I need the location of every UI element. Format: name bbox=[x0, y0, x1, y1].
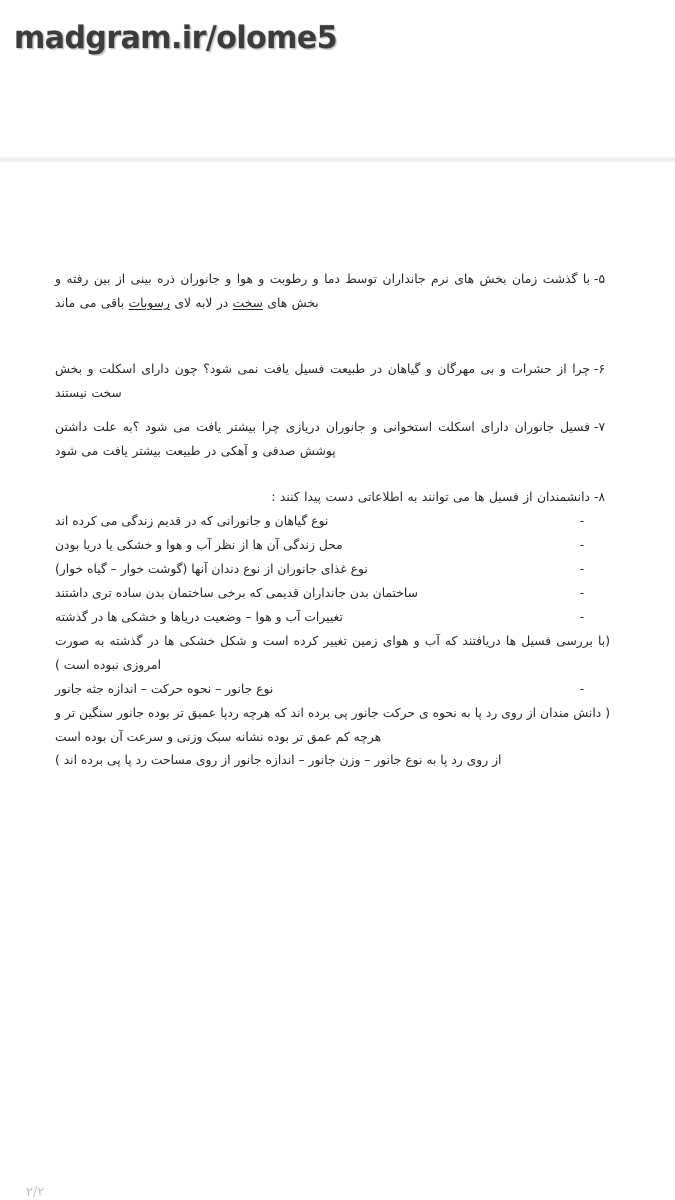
answer-bullet-list-b bbox=[55, 678, 584, 702]
bullet-dash-icon: - bbox=[579, 609, 584, 624]
list-item bbox=[55, 582, 584, 606]
spacer bbox=[55, 316, 620, 358]
list-item-label: تغییرات آب و هوا – وضعیت دریاها و خشکی ها در گذشته bbox=[55, 609, 343, 624]
question-text-underlined: سخت bbox=[232, 295, 263, 310]
list-item-label: ساختمان بدن جانداران قدیمی که برخی ساختمان بدن ساده تری داشتند bbox=[55, 585, 418, 600]
list-item-label: نوع گیاهان و جانورانی که در قدیم زندگی می کرده اند bbox=[55, 513, 329, 528]
watermark-header-band bbox=[0, 0, 675, 157]
question-number: ۷- bbox=[594, 419, 606, 434]
question-text-underlined: رسوبات bbox=[128, 295, 170, 310]
parenthetical-note-b-line-2: از روی رد پا به نوع جانور – وزن جانور – اندازه جانور از روی مساحت رد پا پی برده اند ) bbox=[55, 753, 502, 768]
list-item bbox=[55, 678, 584, 702]
site-watermark-text: madgram.ir/olome5 bbox=[14, 20, 338, 56]
spacer bbox=[55, 464, 620, 486]
document-content bbox=[55, 268, 620, 773]
page-number-label: ۲/۲ bbox=[26, 1185, 45, 1200]
list-item-label: نوع غذای جانوران از نوع دندان آنها (گوشت خوار – گیاه خوار) bbox=[55, 561, 368, 576]
list-item bbox=[55, 606, 584, 630]
parenthetical-note-a: (با بررسی فسیل ها دریافتند که آب و هوای زمین تغییر کرده است و شکل خشکی ها در گذشته به صورت امروزی نبوده است ) bbox=[55, 633, 610, 672]
list-item bbox=[55, 510, 584, 534]
list-item-label: نوع جانور – نحوه حرکت – اندازه جثه جانور bbox=[55, 681, 274, 696]
question-item bbox=[55, 416, 620, 464]
bullet-dash-icon: - bbox=[579, 513, 584, 528]
question-number: ۸- bbox=[594, 489, 606, 504]
question-item bbox=[55, 268, 620, 316]
document-sheet bbox=[0, 163, 675, 1200]
list-item-label: محل زندگی آن ها از نظر آب و هوا و خشکی یا دریا بودن bbox=[55, 537, 343, 552]
question-number: ۶- bbox=[594, 361, 606, 376]
question-heading-text: دانشمندان از فسیل ها می توانند به اطلاعاتی دست پیدا کنند : bbox=[271, 489, 590, 504]
list-item bbox=[55, 558, 584, 582]
question-text: چرا از حشرات و بی مهرگان و گیاهان در طبیعت فسیل یافت نمی شود؟ چون دارای اسکلت و بخش سخت نیستند bbox=[55, 361, 590, 400]
bullet-dash-icon: - bbox=[579, 681, 584, 696]
spacer bbox=[55, 406, 620, 416]
question-text-segment: در لابه لای bbox=[169, 295, 233, 310]
question-item bbox=[55, 358, 620, 406]
parenthetical-note-b-line-1: ( دانش مندان از روی رد پا به نحوه ی حرکت جانور پی برده اند که هرچه ردپا عمیق تر بوده جانور سنگین تر و هرچه کم عمق تر بوده نشانه سبک وزنی و سرعت آن بوده است bbox=[55, 705, 610, 744]
bullet-dash-icon: - bbox=[579, 585, 584, 600]
list-item bbox=[55, 534, 584, 558]
question-text bbox=[55, 268, 590, 316]
bullet-dash-icon: - bbox=[579, 537, 584, 552]
question-number: ۵- bbox=[594, 272, 606, 286]
question-text: فسیل جانوران دارای اسکلت استخوانی و جانوران دریازی چرا بیشتر یافت می شود ؟به علت داشتن پوشش صدفی و آهکی در طبیعت بیشتر یافت می شود bbox=[55, 419, 590, 458]
question-item bbox=[55, 486, 620, 510]
bullet-dash-icon: - bbox=[579, 561, 584, 576]
answer-bullet-list-a bbox=[55, 510, 584, 630]
question-text-segment: باقی می ماند bbox=[55, 295, 129, 310]
question-text-segment: با گذشت زمان بخش های نرم جانداران توسط دما و رطوبت و هوا و جانوران ذره بینی از بین رفته و بخش های bbox=[55, 272, 590, 310]
